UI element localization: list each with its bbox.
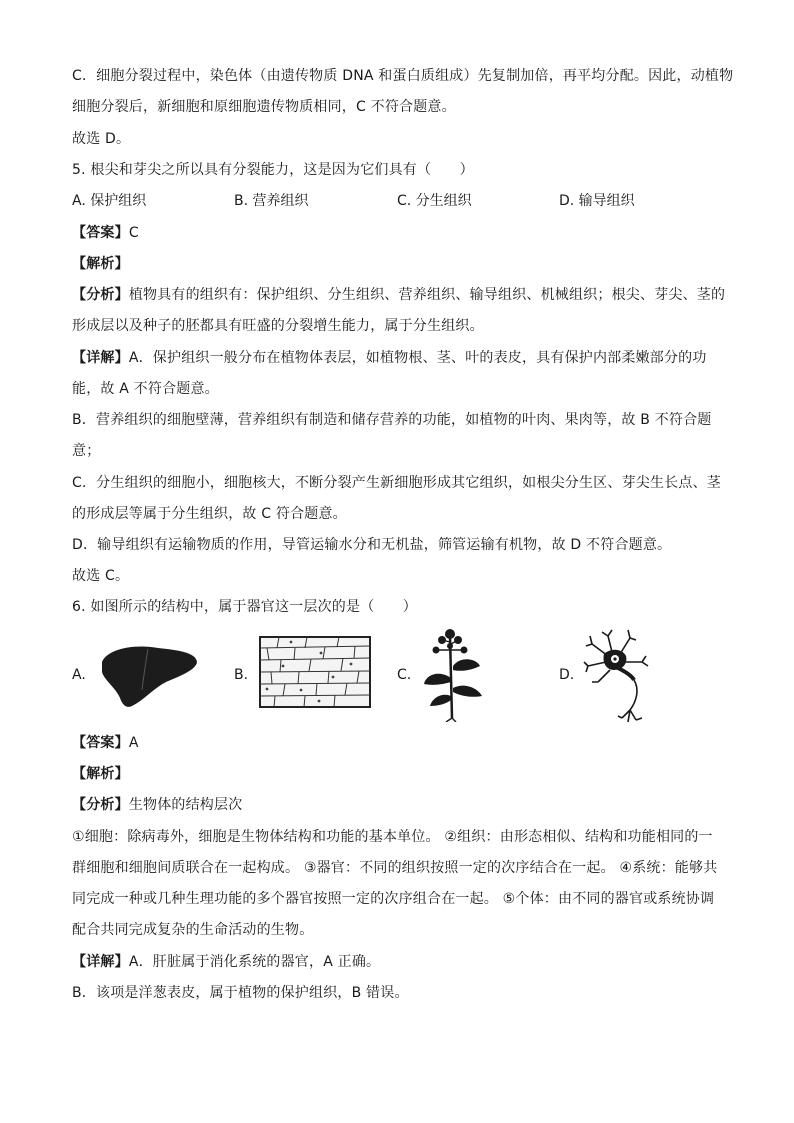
q6-label-d: D. (559, 667, 575, 683)
xiangjie-line (72, 348, 707, 368)
liver-image (96, 640, 200, 710)
text-line: C．细胞分裂过程中，染色体（由遗传物质 DNA 和蛋白质组成）先复制加倍，再平均分配。因此，动植物 (72, 68, 734, 84)
answer-line (72, 223, 139, 243)
text-line: 故选 C。 (72, 568, 130, 584)
text-line: 的形成层等属于分生组织，故 C 符合题意。 (72, 506, 347, 522)
text-line: 同完成一种或几种生理功能的多个器官按照一定的次序组合在一起。 ⑤个体：由不同的器官或系统协调 (72, 891, 715, 907)
answer-value: A (128, 735, 139, 751)
q5-option-b: B. 营养组织 (234, 193, 309, 209)
text-line: 群细胞和细胞间质联合在一起构成。 ③器官：不同的组织按照一定的次序结合在一起。 ④系统：能够共 (72, 860, 718, 876)
q5-option-c: C. 分生组织 (397, 193, 472, 209)
text-line: 配合共同完成复杂的生命活动的生物。 (72, 922, 314, 938)
text-line: 故选 D。 (72, 131, 131, 147)
xiangjie-tag: 【详解】 (72, 954, 129, 970)
text-line: 植物具有的组织有：保护组织、分生组织、营养组织、输导组织、机械组织；根尖、芽尖、茎的 (128, 287, 726, 303)
question-6: 6. 如图所示的结构中，属于器官这一层次的是（ ） (72, 599, 418, 615)
question-5: 5. 根尖和芽尖之所以具有分裂能力，这是因为它们具有（ ） (72, 162, 474, 178)
answer-line (72, 733, 139, 753)
answer-tag: 【答案】 (72, 735, 129, 751)
analysis-tag: 【解析】 (72, 766, 129, 782)
fenxi-tag: 【分析】 (72, 797, 129, 813)
q5-option-a: A. 保护组织 (72, 193, 147, 209)
text-line: 细胞分裂后，新细胞和原细胞遗传物质相同，C 不符合题意。 (72, 99, 456, 115)
q5-option-d: D. 输导组织 (559, 193, 635, 209)
text-line: B．该项是洋葱表皮，属于植物的保护组织，B 错误。 (72, 985, 409, 1001)
q6-label-b: B. (234, 667, 249, 683)
text-line: A．保护组织一般分布在植物体表层，如植物根、茎、叶的表皮，具有保护内部柔嫩部分的功 (128, 350, 707, 366)
q6-label-a: A. (72, 667, 86, 683)
xiangjie-tag: 【详解】 (72, 350, 129, 366)
fenxi-line (72, 285, 725, 305)
text-line: B．营养组织的细胞壁薄，营养组织有制造和储存营养的功能，如植物的叶肉、果肉等，故 B 不符合题 (72, 412, 712, 428)
answer-value: C (128, 225, 139, 241)
neuron-image (582, 628, 664, 724)
fenxi-tag: 【分析】 (72, 287, 129, 303)
text-line: 生物体的结构层次 (128, 797, 243, 813)
onion-epidermis-image (259, 636, 371, 708)
text-line: C．分生组织的细胞小，细胞核大，不断分裂产生新细胞形成其它组织，如根尖分生区、芽尖生长点、茎 (72, 475, 721, 491)
text-line: A．肝脏属于消化系统的器官，A 正确。 (128, 954, 381, 970)
text-line: ①细胞：除病毒外，细胞是生物体结构和功能的基本单位。 ②组织：由形态相似、结构和功能相同的一 (72, 829, 713, 845)
analysis-tag: 【解析】 (72, 256, 129, 272)
text-line: 意； (72, 443, 101, 459)
answer-tag: 【答案】 (72, 225, 129, 241)
text-line: D．输导组织有运输物质的作用，导管运输水分和无机盐，筛管运输有机物，故 D 不符合题意。 (72, 537, 672, 553)
fenxi-line (72, 795, 242, 815)
text-line: 能，故 A 不符合题意。 (72, 381, 219, 397)
plant-image (420, 626, 490, 722)
q6-label-c: C. (397, 667, 412, 683)
xiangjie-line (72, 952, 380, 972)
text-line: 形成层以及种子的胚都具有旺盛的分裂增生能力，属于分生组织。 (72, 318, 484, 334)
